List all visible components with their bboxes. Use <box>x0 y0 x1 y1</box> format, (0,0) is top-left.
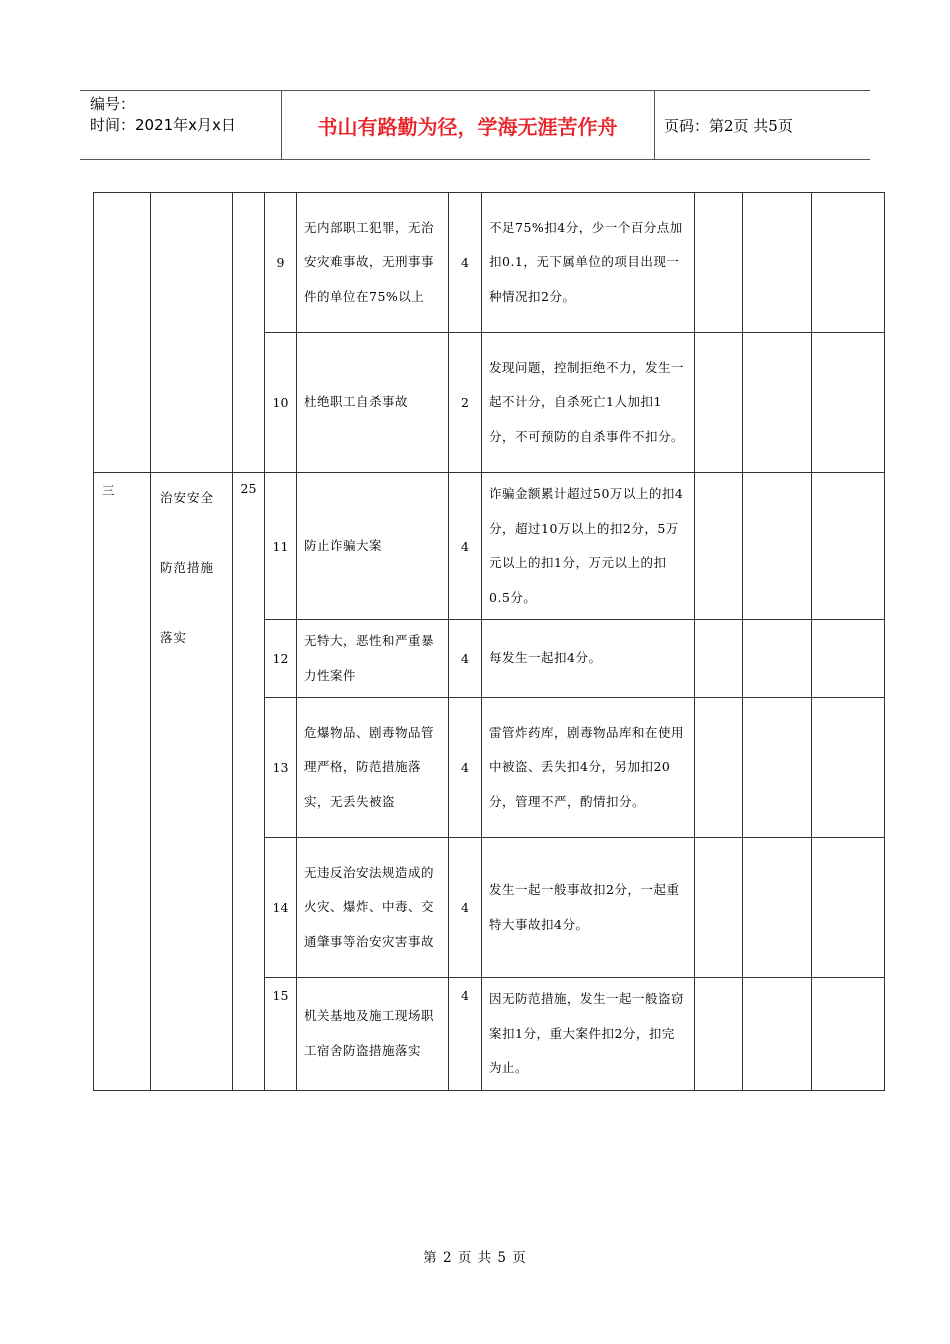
blank-cell <box>743 193 812 333</box>
blank-cell <box>812 473 885 620</box>
scoring-rule: 雷管炸药库，剧毒物品库和在使用中被盗、丢失扣4分，另加扣20分，管理不严，酌情扣分。 <box>489 724 685 809</box>
blank-cell <box>695 473 743 620</box>
section-name-line: 防范措施 <box>160 560 215 575</box>
item-description: 无违反治安法规造成的火灾、爆炸、中毒、交通肇事等治安灾害事故 <box>304 864 435 949</box>
scoring-rule: 发现问题，控制拒绝不力，发生一起不计分，自杀死亡1人加扣1分，不可预防的自杀事件不扣分。 <box>489 359 685 444</box>
item-score: 4 <box>449 620 482 698</box>
blank-cell <box>812 333 885 473</box>
item-description: 无内部职工犯罪，无治安灾难事故，无刑事事件的单位在75%以上 <box>304 219 435 304</box>
scoring-rule: 每发生一起扣4分。 <box>489 650 602 666</box>
blank-cell <box>151 193 233 473</box>
section-name-cell <box>151 473 233 1091</box>
item-number: 11 <box>265 473 297 620</box>
blank-cell <box>743 698 812 838</box>
section-name-line: 落实 <box>160 630 188 645</box>
blank-cell <box>695 333 743 473</box>
header-divider <box>654 91 655 159</box>
blank-cell <box>743 838 812 978</box>
item-score-text: 4 <box>461 988 469 1003</box>
item-number: 14 <box>265 838 297 978</box>
table-row <box>94 473 885 620</box>
scoring-table <box>93 192 885 1091</box>
blank-cell <box>812 838 885 978</box>
document-header <box>80 90 870 160</box>
time-label: 时间：2021年x月x日 <box>90 116 236 134</box>
item-description: 无特大，恶性和严重暴力性案件 <box>304 633 435 683</box>
item-score: 4 <box>449 838 482 978</box>
item-description: 防止诈骗大案 <box>304 537 383 553</box>
page-footer: 第 2 页 共 5 页 <box>423 1250 527 1266</box>
item-score: 4 <box>449 473 482 620</box>
item-score: 2 <box>449 333 482 473</box>
blank-cell <box>94 193 151 473</box>
item-number: 9 <box>265 193 297 333</box>
header-motto: 书山有路勤为径，学海无涯苦作舟 <box>317 114 618 139</box>
item-number: 10 <box>265 333 297 473</box>
scoring-rule: 不足75%扣4分，少一个百分点加扣0.1，无下属单位的项目出现一种情况扣2分。 <box>489 219 683 304</box>
blank-cell <box>812 978 885 1091</box>
section-number: 三 <box>102 483 115 498</box>
blank-cell <box>812 193 885 333</box>
blank-cell <box>743 978 812 1091</box>
scoring-rule: 发生一起一般事故扣2分，一起重特大事故扣4分。 <box>489 882 680 932</box>
serial-label: 编号： <box>90 95 136 113</box>
item-score <box>449 978 482 1091</box>
blank-cell <box>695 978 743 1091</box>
header-meta <box>90 94 236 136</box>
item-number-text: 15 <box>272 988 289 1003</box>
blank-cell <box>695 193 743 333</box>
scoring-rule: 因无防范措施，发生一起一般盗窃案扣1分，重大案件扣2分，扣完为止。 <box>489 991 685 1075</box>
blank-cell <box>233 193 265 473</box>
blank-cell <box>743 333 812 473</box>
item-score: 4 <box>449 698 482 838</box>
item-number: 12 <box>265 620 297 698</box>
section-score-cell <box>233 473 265 1091</box>
section-number-cell <box>94 473 151 1091</box>
blank-cell <box>812 698 885 838</box>
section-name <box>151 457 232 673</box>
table-row <box>94 193 885 333</box>
section-score: 25 <box>240 481 257 496</box>
blank-cell <box>695 698 743 838</box>
item-description: 杜绝职工自杀事故 <box>304 394 409 410</box>
item-number <box>265 978 297 1091</box>
item-number: 13 <box>265 698 297 838</box>
item-description: 危爆物品、剧毒物品管理严格，防范措施落实，无丢失被盗 <box>304 724 435 809</box>
section-name-line: 治安安全 <box>160 490 215 505</box>
blank-cell <box>743 620 812 698</box>
scoring-rule: 诈骗金额累计超过50万以上的扣4分，超过10万以上的扣2分，5万元以上的扣1分，万元以上的扣0.5分。 <box>489 486 684 605</box>
item-score: 4 <box>449 193 482 333</box>
item-description: 机关基地及施工现场职工宿舍防盗措施落实 <box>304 1008 435 1058</box>
blank-cell <box>812 620 885 698</box>
blank-cell <box>695 838 743 978</box>
header-page-info: 页码：第2页 共5页 <box>664 116 793 135</box>
blank-cell <box>743 473 812 620</box>
blank-cell <box>695 620 743 698</box>
